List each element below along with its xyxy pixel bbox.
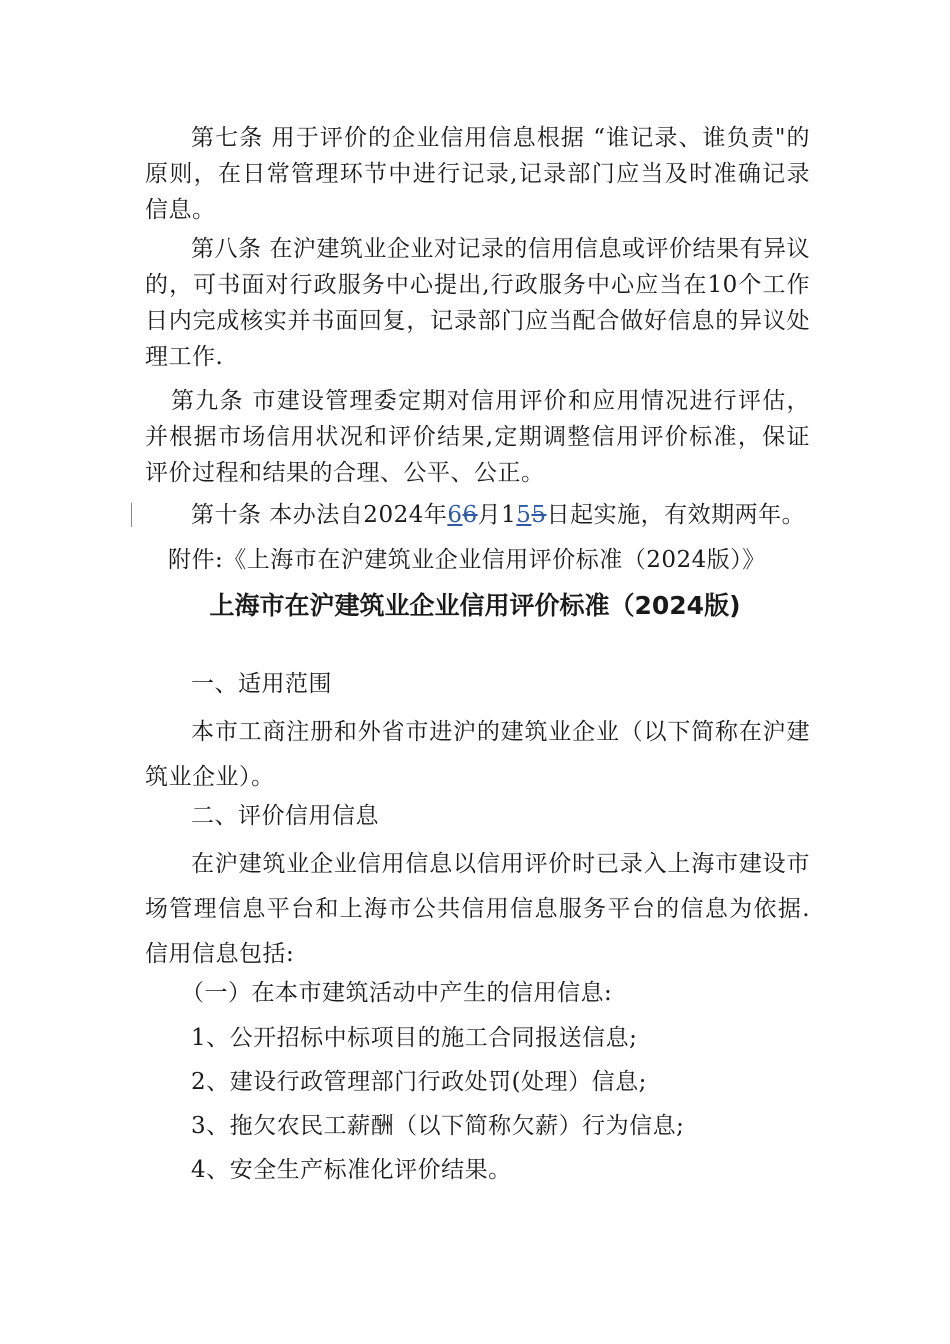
list-item: 3、拖欠农民工薪酬（以下简称欠薪）行为信息;: [191, 1113, 685, 1139]
subsection-1: （一）在本市建筑活动中产生的信用信息:: [181, 980, 613, 1006]
section-1-body: 本市工商注册和外省市进沪的建筑业企业（以下简称在沪建筑业企业）。: [145, 719, 810, 790]
list-item: 2、建设行政管理部门行政处罚(处理）信息;: [191, 1069, 647, 1095]
section-2-body: 在沪建筑业企业信用信息以信用评价时已录入上海市建设市场管理信息平台和上海市公共信用信息服务平台的信息为依据.信用信息包括:: [145, 851, 810, 967]
section-1-heading: 一、适用范围: [191, 671, 332, 697]
article-9: 第九条 市建设管理委定期对信用评价和应用情况进行评估，并根据市场信用状况和评价结果,定期调整信用评价标准，保证评价过程和结果的合理、公平、公正。: [145, 388, 810, 486]
list-item: 1、公开招标中标项目的施工合同报送信息;: [191, 1025, 638, 1051]
article-10: [191, 497, 805, 533]
inserted-month: 6: [447, 502, 463, 528]
article-10-part1: 第十条 本办法自2024年: [191, 502, 448, 528]
deleted-month: 6: [462, 502, 478, 528]
attachment-line: 附件:《上海市在沪建筑业企业信用评价标准（2024版）》: [168, 547, 766, 573]
article-8: 第八条 在沪建筑业企业对记录的信用信息或评价结果有异议的，可书面对行政服务中心提出,行政服务中心应当在10个工作日内完成核实并书面回复，记录部门应当配合做好信息的异议处理工作.: [145, 236, 810, 370]
section-2-heading: 二、评价信用信息: [191, 803, 379, 829]
list-item: 4、安全生产标准化评价结果。: [191, 1157, 512, 1183]
article-10-part2: 月1: [477, 502, 517, 528]
inserted-day: 5: [516, 502, 532, 528]
deleted-day: 5: [531, 502, 547, 528]
article-7: 第七条 用于评价的企业信用信息根据 “谁记录、谁负责"的原则，在日常管理环节中进行记录,记录部门应当及时准确记录信息。: [145, 125, 810, 223]
document-title: 上海市在沪建筑业企业信用评价标准（2024版): [209, 591, 741, 620]
article-10-part3: 日起实施，有效期两年。: [546, 502, 806, 528]
change-bar: [131, 503, 132, 527]
